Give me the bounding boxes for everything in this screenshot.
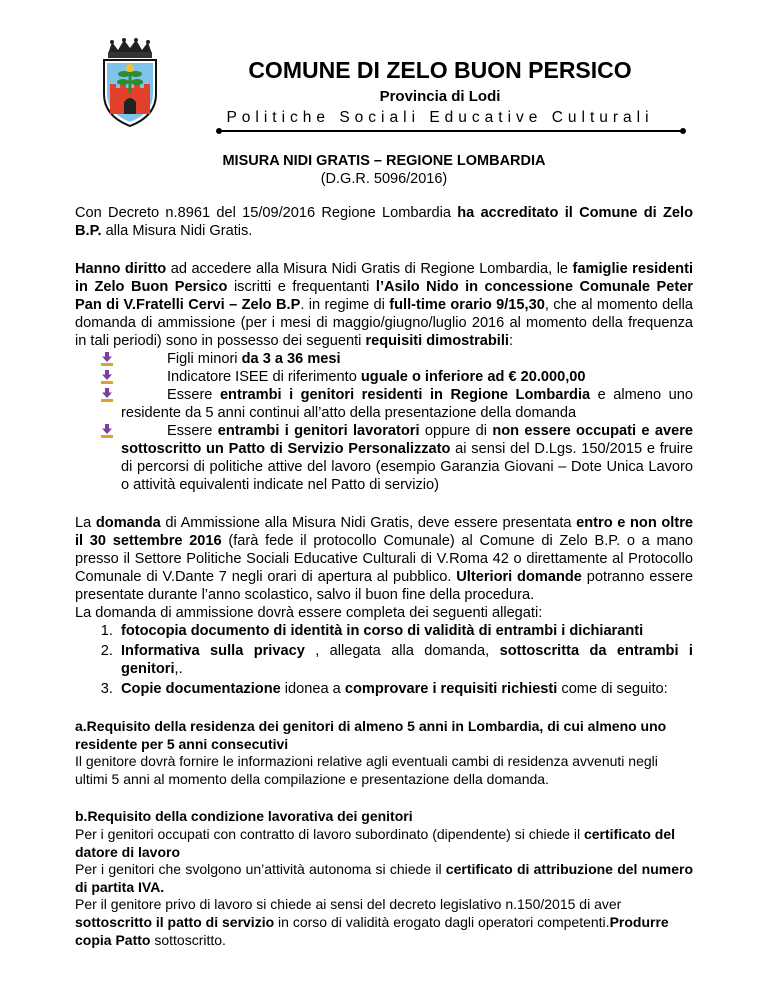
section-b-heading: b.Requisito della condizione lavorativa dei genitori	[75, 808, 413, 825]
bullet-arrow-icon	[99, 370, 115, 384]
attachments-intro: La domanda di ammissione dovrà essere completa dei seguenti allegati:	[75, 605, 543, 621]
section-a	[75, 718, 693, 788]
list-item: Essere entrambi i genitori lavoratori oppure di non essere occupati e avere sottoscritto un Patto di Servizio Personalizzato ai sensi del D.Lgs. 150/2015 e fruire di percorsi di politiche attive del lavoro (esempio Garanzia Giovani – Dote Unica Lavoro o attività equivalenti indicate nel Patto di servizio)	[75, 422, 693, 494]
attachments-list	[75, 622, 693, 698]
intro-paragraph: Con Decreto n.8961 del 15/09/2016 Regione Lombardia ha accreditato il Comune di Zelo B.P. alla Misura Nidi Gratis.	[75, 205, 693, 239]
bullet-arrow-icon	[99, 352, 115, 366]
municipality-name: COMUNE DI ZELO BUON PERSICO	[248, 57, 632, 83]
requirements-list	[75, 350, 693, 494]
application-paragraph: La domanda di Ammissione alla Misura Nidi Gratis, deve essere presentata entro e non oltre il 30 settembre 2016 (farà fede il protocollo Comunale) al Comune di Zelo B.P. o a mano presso il Settore Politiche Sociali Educative Culturali di V.Roma 42 o direttamente al Protocollo Comunale di V.Dante 7 negli orari di apertura al pubblico. Ulteriori domande potranno essere presentate durante l’anno scolastico, salvo il buon fine della procedura.	[75, 515, 694, 603]
bullet-arrow-icon	[99, 424, 115, 438]
eligibility-paragraph: Hanno diritto ad accedere alla Misura Nidi Gratis di Regione Lombardia, le famiglie residenti in Zelo Buon Persico iscritti e frequentanti l’Asilo Nido in concessione Comunale Peter Pan di V.Fratelli Cervi – Zelo B.P. in regime di full-time orario 9/15,30, che al momento della domanda di ammissione (per i mesi di maggio/giugno/luglio 2016 al momento della frequenza in tali periodi) sono in possesso dei seguenti requisiti dimostrabili:	[75, 261, 694, 349]
document-title	[100, 152, 668, 188]
section-a-heading: a.Requisito della residenza dei genitori di almeno 5 anni in Lombardia, di cui almeno uno residente per 5 anni consecutivi	[75, 718, 667, 752]
list-item: Indicatore ISEE di riferimento uguale o inferiore ad € 20.000,00	[75, 368, 693, 386]
list-item: Figli minori da 3 a 36 mesi	[75, 350, 693, 368]
title-line-1: MISURA NIDI GRATIS – REGIONE LOMBARDIA	[222, 153, 546, 169]
department-name: Politiche Sociali Educative Culturali	[226, 109, 654, 126]
list-item: 3. Copie documentazione idonea a comprovare i requisiti richiesti come di seguito:	[117, 680, 693, 698]
list-item: 2. Informativa sulla privacy , allegata alla domanda, sottoscritta da entrambi i genitori,.	[117, 642, 693, 678]
list-item: 1. fotocopia documento di identità in corso di validità di entrambi i dichiaranti	[117, 622, 693, 640]
title-line-2: (D.G.R. 5096/2016)	[320, 171, 448, 187]
bullet-arrow-icon	[99, 388, 115, 402]
province-name: Provincia di Lodi	[379, 88, 501, 105]
section-b: b.Requisito della condizione lavorativa dei genitori Per i genitori occupati con contratto di lavoro subordinato (dipendente) si chiede il certificato del datore di lavoro Per i genitori che svolgono un’attività autonoma si chiede il certificato di attribuzione del numero di partita IVA. Per il genitore privo di lavoro si chiede ai sensi del decreto legislativo n.150/2015 di aver sottoscritto il patto di servizio in corso di validità erogato dagli operatori competenti.Produrre copia Patto sottoscritto.	[75, 808, 693, 948]
letterhead	[190, 56, 690, 128]
section-a-text: Il genitore dovrà fornire le informazioni relative agli eventuali cambi di residenza avvenuti negli ultimi 5 anni al momento della compilazione e presentazione della domanda.	[75, 753, 658, 787]
document-body	[75, 204, 693, 949]
header-divider	[218, 130, 684, 132]
municipal-crest-icon	[98, 36, 162, 128]
list-item: Essere entrambi i genitori residenti in Regione Lombardia e almeno uno residente da 5 anni continui all’atto della presentazione della domanda	[75, 386, 693, 422]
